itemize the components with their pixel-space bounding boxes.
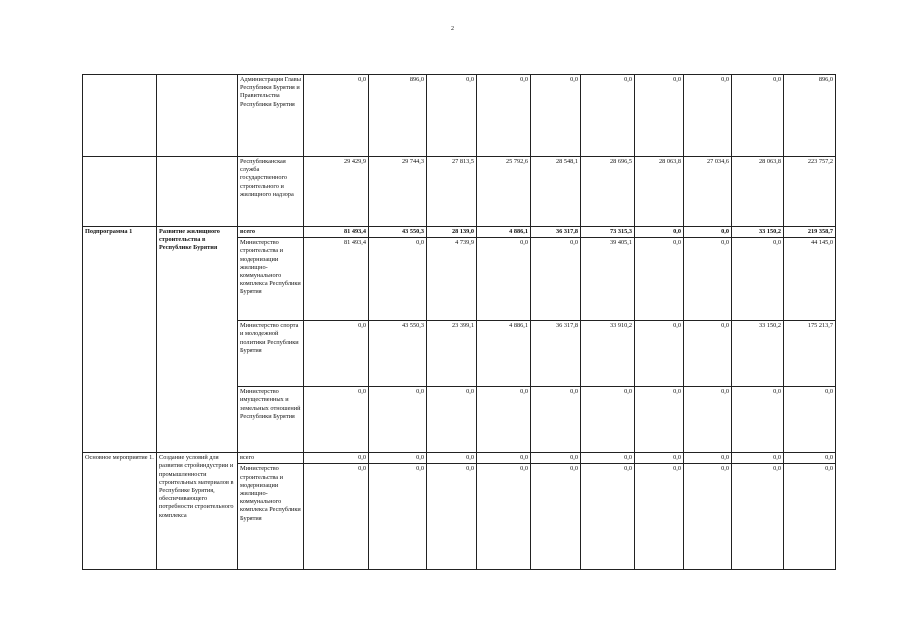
value-cell: 0,0 [477, 75, 531, 157]
value-cell: 4 739,9 [427, 238, 477, 321]
subprogram-title-cell: Развитие жилищного строительства в Республике Бурятия [157, 227, 238, 453]
value-total-cell: 223 757,2 [784, 157, 836, 227]
value-cell: 29 429,9 [304, 157, 369, 227]
value-cell: 0,0 [684, 387, 732, 453]
value-cell: 33 150,2 [732, 227, 784, 238]
value-cell: 0,0 [531, 75, 581, 157]
value-cell: 0,0 [477, 464, 531, 570]
value-cell: 0,0 [581, 75, 635, 157]
value-cell: 0,0 [304, 464, 369, 570]
value-cell: 39 405,1 [581, 238, 635, 321]
measure-title-cell: Создание условий для развития стройиндустрии и промышленности строительных материалов в Республике Бурятия, обеспечивающего потребности строительного комплекса [157, 453, 238, 570]
value-cell: 0,0 [684, 227, 732, 238]
value-cell: 0,0 [684, 464, 732, 570]
table-cell [83, 75, 157, 157]
value-cell: 0,0 [477, 387, 531, 453]
value-cell: 27 034,6 [684, 157, 732, 227]
value-cell: 0,0 [477, 453, 531, 464]
value-total-cell: 0,0 [784, 453, 836, 464]
value-cell: 36 317,8 [531, 321, 581, 387]
page-number: 2 [451, 26, 454, 32]
value-total-cell: 896,0 [784, 75, 836, 157]
value-cell: 0,0 [732, 75, 784, 157]
table-cell [83, 157, 157, 227]
value-cell: 0,0 [635, 464, 684, 570]
value-cell: 0,0 [427, 453, 477, 464]
value-cell: 0,0 [369, 453, 427, 464]
table-cell [157, 75, 238, 157]
table-row [83, 453, 836, 464]
value-cell: 43 550,3 [369, 227, 427, 238]
value-cell: 0,0 [684, 238, 732, 321]
value-cell: 0,0 [477, 238, 531, 321]
value-cell: 0,0 [531, 238, 581, 321]
value-cell: 0,0 [369, 387, 427, 453]
value-cell: 28 548,1 [531, 157, 581, 227]
value-cell: 0,0 [635, 227, 684, 238]
value-cell: 0,0 [304, 387, 369, 453]
executor-cell: Министерство спорта и молодежной политики Республики Бурятия [238, 321, 304, 387]
value-cell: 0,0 [684, 321, 732, 387]
value-cell: 0,0 [581, 387, 635, 453]
value-cell: 43 550,3 [369, 321, 427, 387]
executor-cell: Администрация Главы Республики Бурятия и Правительства Республики Бурятия [238, 75, 304, 157]
executor-cell: Министерство строительства и модернизации жилищно-коммунального комплекса Республики Бурятия [238, 238, 304, 321]
table-row [83, 227, 836, 238]
subprogram-code-cell: Подпрограмма 1 [83, 227, 157, 453]
measure-code-cell: Основное мероприятие 1. [83, 453, 157, 570]
value-total-cell: 0,0 [784, 387, 836, 453]
value-cell: 0,0 [732, 464, 784, 570]
executor-cell: Министерство имущественных и земельных отношений Республики Бурятия [238, 387, 304, 453]
executor-cell: Министерство строительства и модернизации жилищно-коммунального комплекса Республики Бурятия [238, 464, 304, 570]
executor-cell: Республиканская служба государственного строительного и жилищного надзора [238, 157, 304, 227]
value-cell: 0,0 [732, 238, 784, 321]
value-cell: 0,0 [635, 238, 684, 321]
value-cell: 33 910,2 [581, 321, 635, 387]
value-cell: 36 317,8 [531, 227, 581, 238]
value-cell: 4 886,1 [477, 227, 531, 238]
table-row [83, 75, 836, 157]
value-cell: 73 315,3 [581, 227, 635, 238]
value-cell: 0,0 [427, 75, 477, 157]
table-cell [157, 157, 238, 227]
value-cell: 896,0 [369, 75, 427, 157]
value-cell: 81 493,4 [304, 227, 369, 238]
value-cell: 0,0 [581, 453, 635, 464]
value-cell: 0,0 [427, 464, 477, 570]
executor-cell: всего [238, 453, 304, 464]
value-cell: 0,0 [304, 75, 369, 157]
value-cell: 0,0 [635, 75, 684, 157]
value-cell: 0,0 [369, 464, 427, 570]
table-row [83, 157, 836, 227]
value-cell: 27 813,5 [427, 157, 477, 227]
value-total-cell: 175 213,7 [784, 321, 836, 387]
value-total-cell: 0,0 [784, 464, 836, 570]
value-total-cell: 44 145,0 [784, 238, 836, 321]
value-cell: 0,0 [635, 453, 684, 464]
value-cell: 0,0 [732, 453, 784, 464]
value-cell: 28 696,5 [581, 157, 635, 227]
value-cell: 28 063,8 [732, 157, 784, 227]
budget-table [82, 74, 836, 570]
value-cell: 25 792,6 [477, 157, 531, 227]
value-cell: 0,0 [304, 321, 369, 387]
value-cell: 28 063,8 [635, 157, 684, 227]
value-cell: 0,0 [684, 75, 732, 157]
value-cell: 28 139,0 [427, 227, 477, 238]
value-cell: 29 744,3 [369, 157, 427, 227]
value-cell: 0,0 [531, 453, 581, 464]
value-cell: 23 399,1 [427, 321, 477, 387]
value-cell: 33 150,2 [732, 321, 784, 387]
value-cell: 0,0 [531, 387, 581, 453]
value-cell: 0,0 [684, 453, 732, 464]
value-cell: 0,0 [427, 387, 477, 453]
value-cell: 0,0 [531, 464, 581, 570]
value-cell: 0,0 [732, 387, 784, 453]
value-cell: 0,0 [369, 238, 427, 321]
value-cell: 0,0 [581, 464, 635, 570]
value-total-cell: 219 358,7 [784, 227, 836, 238]
executor-cell: всего [238, 227, 304, 238]
value-cell: 0,0 [635, 321, 684, 387]
value-cell: 0,0 [304, 453, 369, 464]
value-cell: 0,0 [635, 387, 684, 453]
value-cell: 4 886,1 [477, 321, 531, 387]
value-cell: 81 493,4 [304, 238, 369, 321]
